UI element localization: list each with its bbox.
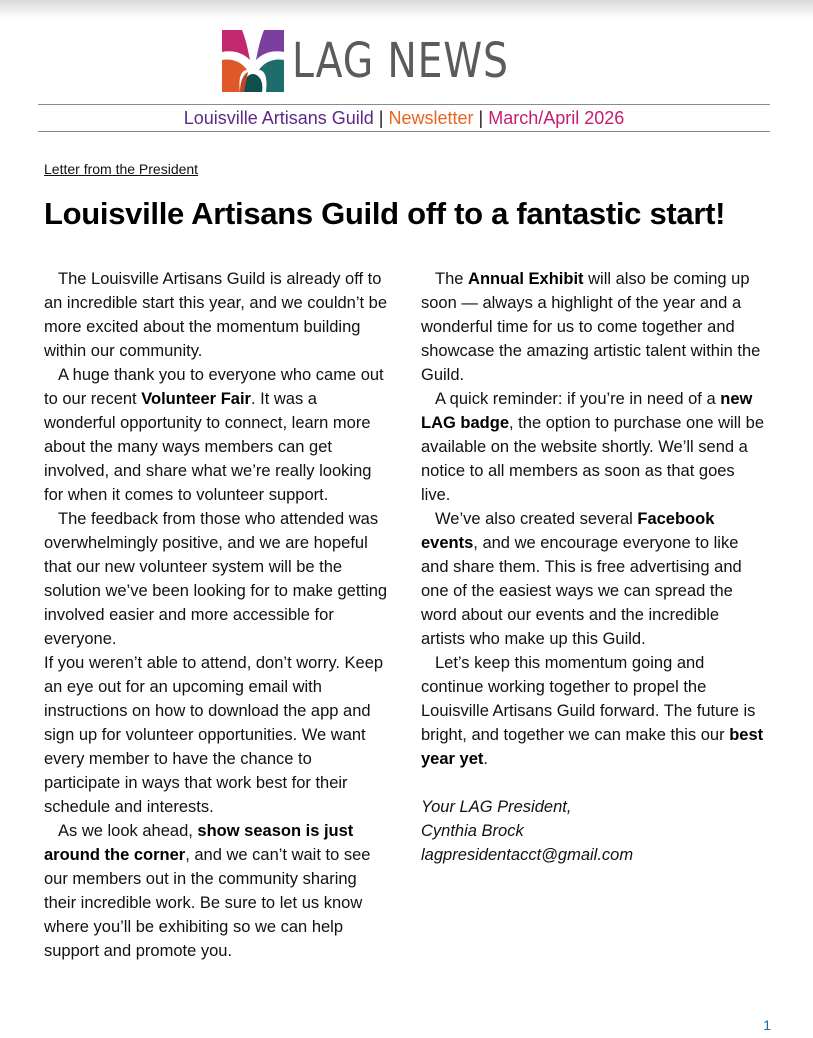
divider-top [38, 104, 770, 105]
paragraph: A quick reminder: if you’re in need of a new LAG badge, the option to purchase one will be available on the website shortly. We’ll send a notice to all members as soon as that goes live. [421, 390, 765, 504]
paragraph: The Annual Exhibit will also be coming up soon — always a highlight of the year and a wonderful time for us to come together and showcase the amazing artistic talent within the Guild. [421, 270, 761, 384]
paragraph: If you weren’t able to attend, don’t worry. Keep an eye out for an upcoming email with instructions on how to download the app and sign up for volunteer opportunities. We want every member to have the chance to participate in ways that work best for their schedule and interests. [44, 654, 384, 816]
paragraph: Let’s keep this momentum going and continue working together to propel the Louisville Artisans Guild forward. The future is bright, and together we can make this our best year yet. [421, 654, 764, 768]
signature-email: lagpresidentacct@gmail.com [421, 846, 634, 864]
issue-date: March/April 2026 [488, 108, 625, 128]
window-top-bar [0, 0, 813, 18]
signature-block [421, 795, 766, 867]
paragraph: The feedback from those who attended was overwhelmingly positive, and we are hopeful that our new volunteer system will be the solution we’ve been looking for to make getting involved easier and more accessible for everyone. [44, 510, 388, 648]
article-headline: Louisville Artisans Guild off to a fantastic start! [44, 196, 726, 231]
brand-title: LAG NEWS [292, 33, 509, 89]
signature-closing: Your LAG President, [421, 798, 572, 816]
fleur-de-lis-logo-icon [222, 30, 284, 92]
section-kicker: Letter from the President [44, 161, 199, 177]
signature-name: Cynthia Brock [421, 822, 524, 840]
paragraph-continued: As we look ahead, show season is just around the corner, and we can’t wait to see our members out in the community sharing their incredible work. Be sure to let us know where you’ll be exhibiting so we can help support and promote you. [44, 822, 371, 960]
issue-subtitle [38, 107, 770, 129]
organization-name: Louisville Artisans Guild [183, 108, 374, 128]
paragraph: The Louisville Artisans Guild is already off to an incredible start this year, and we couldn’t be more excited about the momentum building within our community. [44, 270, 388, 360]
separator: | [473, 108, 489, 128]
masthead [222, 30, 556, 92]
page-number: 1 [763, 1017, 771, 1033]
divider-bottom [38, 131, 770, 132]
publication-type: Newsletter [388, 108, 474, 128]
paragraph: A huge thank you to everyone who came out to our recent Volunteer Fair. It was a wonderful opportunity to connect, learn more about the many ways members can get involved, and share what we’re really looking for when it comes to volunteer support. [44, 366, 384, 504]
paragraph: We’ve also created several Facebook events, and we encourage everyone to like and share them. This is free advertising and one of the easiest ways we can spread the word about our events and the incredible artists who make up this Guild. [421, 510, 742, 648]
separator: | [373, 108, 389, 128]
article-column-left [44, 267, 389, 963]
article-column-right [421, 267, 766, 867]
